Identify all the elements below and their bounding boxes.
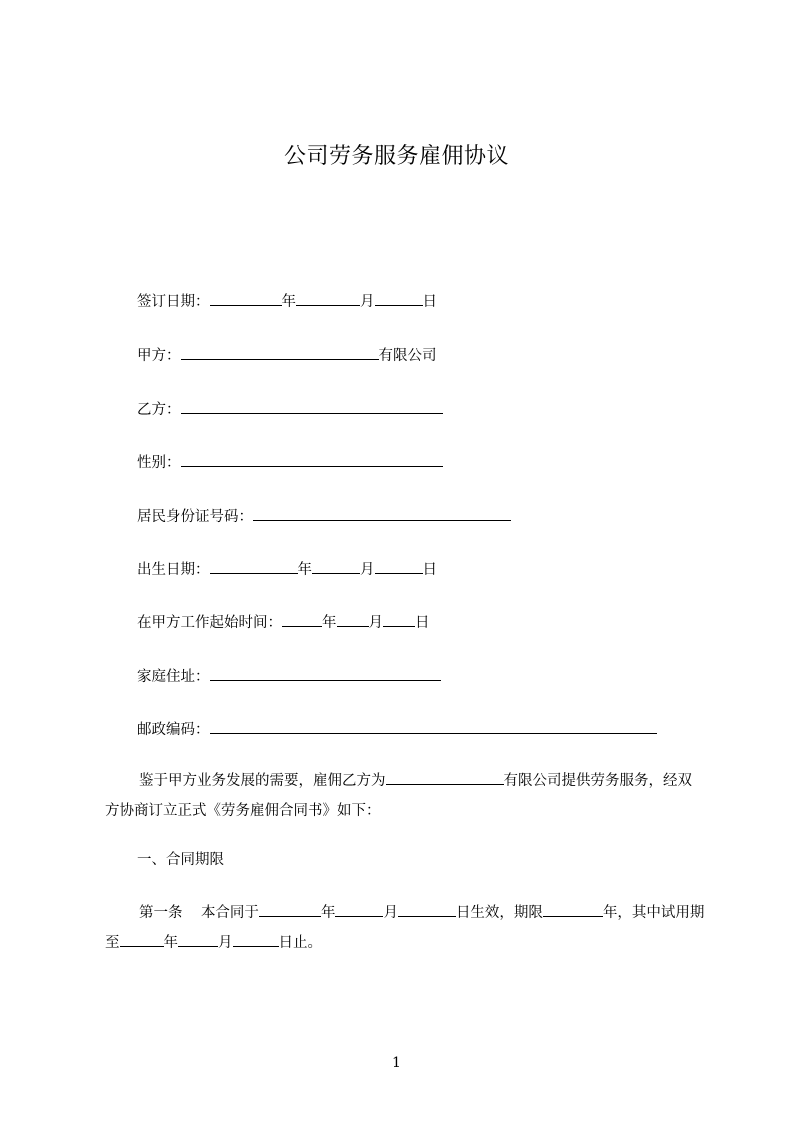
- start-year-blank[interactable]: [282, 611, 322, 627]
- month-label: 月: [360, 294, 375, 310]
- day-label: 日: [415, 615, 430, 631]
- gender-label: 性别：: [137, 455, 181, 471]
- birth-month-blank[interactable]: [312, 558, 360, 574]
- party-a-label: 甲方：: [137, 348, 181, 364]
- birth-day-blank[interactable]: [375, 558, 423, 574]
- start-date-line: [137, 611, 430, 633]
- section-heading: 一、合同期限: [137, 852, 224, 868]
- sign-date-label: 签订日期：: [137, 294, 210, 310]
- intro-paragraph: [105, 766, 705, 826]
- id-number-line: [137, 505, 511, 527]
- birth-date-label: 出生日期：: [137, 562, 210, 578]
- party-b-label: 乙方：: [137, 402, 181, 418]
- party-a-suffix: 有限公司: [378, 348, 437, 364]
- article-text-6: 年: [163, 935, 178, 951]
- article-text-1: 本合同于: [200, 905, 259, 921]
- company-name-blank[interactable]: [386, 769, 504, 785]
- gender-blank[interactable]: [181, 451, 443, 467]
- birth-year-blank[interactable]: [210, 558, 298, 574]
- party-b-line: [137, 398, 443, 420]
- start-month-blank[interactable]: [337, 611, 369, 627]
- article-text-7: 月: [218, 935, 233, 951]
- article-text-5: 年，其中试用期至: [105, 905, 705, 951]
- start-day-blank[interactable]: [383, 611, 415, 627]
- start-date-label: 在甲方工作起始时间：: [137, 615, 282, 631]
- probation-day-blank[interactable]: [233, 931, 279, 947]
- day-label: 日: [422, 562, 437, 578]
- postcode-blank[interactable]: [210, 718, 657, 734]
- article-text-4: 日生效，期限: [455, 905, 543, 921]
- party-b-blank[interactable]: [181, 398, 443, 414]
- document-title: 公司劳务服务雇佣协议: [283, 144, 509, 169]
- probation-year-blank[interactable]: [120, 931, 164, 947]
- effective-year-blank[interactable]: [259, 901, 321, 917]
- probation-month-blank[interactable]: [178, 931, 218, 947]
- postcode-line: [137, 718, 657, 740]
- year-label: 年: [297, 562, 312, 578]
- term-years-blank[interactable]: [543, 901, 603, 917]
- page-number: 1: [392, 1055, 401, 1071]
- sign-day-blank[interactable]: [375, 290, 423, 306]
- sign-year-blank[interactable]: [210, 290, 282, 306]
- birth-date-line: [137, 558, 437, 580]
- address-line: [137, 665, 441, 687]
- sign-month-blank[interactable]: [296, 290, 360, 306]
- party-a-line: [137, 344, 437, 366]
- id-number-label: 居民身份证号码：: [137, 509, 253, 525]
- sign-date-line: [137, 290, 437, 312]
- address-blank[interactable]: [210, 665, 441, 681]
- effective-day-blank[interactable]: [398, 901, 456, 917]
- address-label: 家庭住址：: [137, 669, 210, 685]
- article-text-8: 日止。: [278, 935, 322, 951]
- gender-line: [137, 451, 443, 473]
- article-text-2: 年: [320, 905, 336, 921]
- month-label: 月: [368, 615, 383, 631]
- effective-month-blank[interactable]: [335, 901, 383, 917]
- article-text-3: 月: [383, 905, 398, 921]
- article-label: 第一条: [139, 905, 183, 921]
- intro-text-part1: 鉴于甲方业务发展的需要，雇佣乙方为: [139, 773, 386, 789]
- year-label: 年: [322, 615, 337, 631]
- postcode-label: 邮政编码：: [137, 722, 210, 738]
- month-label: 月: [360, 562, 375, 578]
- intro-text-part2: 有限公司提供劳务服务，经双方协商订立正式《劳务雇佣合同书》如下：: [105, 773, 692, 819]
- id-number-blank[interactable]: [253, 505, 511, 521]
- party-a-blank[interactable]: [181, 344, 379, 360]
- article-one-paragraph: [105, 898, 705, 958]
- year-label: 年: [281, 294, 296, 310]
- day-label: 日: [422, 294, 437, 310]
